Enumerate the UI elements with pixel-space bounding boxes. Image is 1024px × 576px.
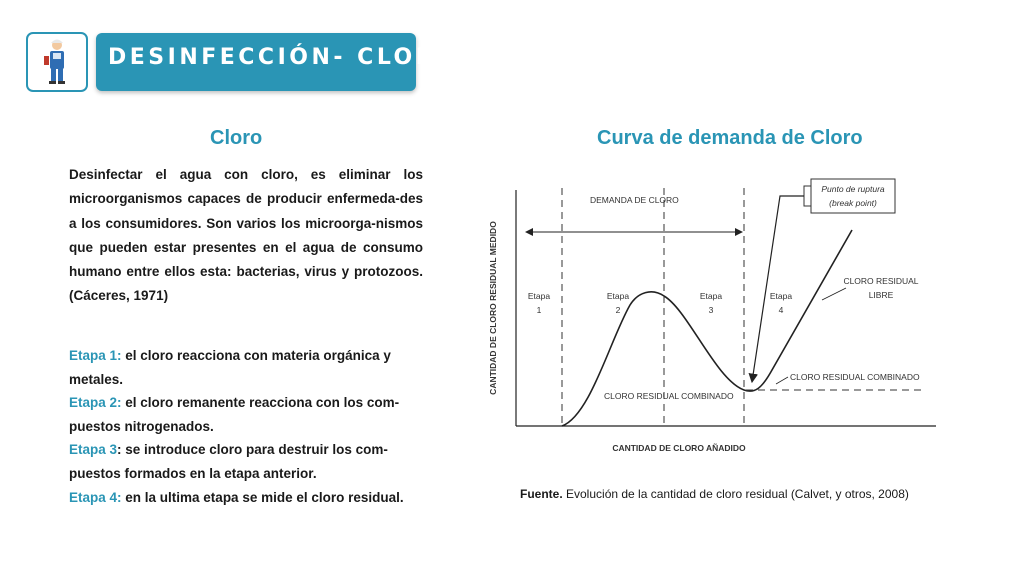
page-title: DESINFECCIÓN- CLORO bbox=[108, 45, 459, 70]
y-axis-label: CANTIDAD DE CLORO RESIDUAL MEDIDO bbox=[488, 221, 498, 395]
demand-label: DEMANDA DE CLORO bbox=[590, 195, 679, 205]
right-heading: Curva de demanda de Cloro bbox=[597, 127, 863, 149]
combined-residual-label-right: CLORO RESIDUAL COMBINADO bbox=[790, 372, 920, 382]
stage-item-2 bbox=[69, 391, 429, 438]
source-text: Evolución de la cantidad de cloro residual (Calvet, y otros, 2008) bbox=[562, 487, 909, 501]
breakpoint-arrow bbox=[752, 196, 804, 382]
title-bar bbox=[96, 33, 459, 91]
free-residual-label: CLORO RESIDUAL LIBRE bbox=[843, 276, 919, 300]
stage-label: Etapa 4: bbox=[69, 490, 122, 505]
stage-item-3 bbox=[69, 438, 429, 485]
stage-label: Etapa 3 bbox=[69, 442, 118, 457]
stage-4-label: Etapa 4 bbox=[769, 291, 793, 315]
stage-text: en la ultima etapa se mide el cloro residual. bbox=[121, 490, 404, 505]
stage-3-label: Etapa 3 bbox=[699, 291, 723, 315]
x-axis-label: CANTIDAD DE CLORO AÑADIDO bbox=[612, 443, 746, 453]
stage-label: Etapa 2: bbox=[69, 395, 122, 410]
stage-item-4 bbox=[69, 486, 429, 510]
stage-2-label: Etapa 2 bbox=[606, 291, 630, 315]
combined-residual-pointer bbox=[776, 377, 788, 384]
stage-text: el cloro remanente reacciona con los com-puestos nitrogenados. bbox=[69, 395, 400, 434]
breakpoint-box-tab bbox=[804, 186, 811, 206]
logo-box bbox=[26, 32, 88, 92]
free-residual-pointer bbox=[822, 288, 846, 300]
source-bold: Fuente. bbox=[520, 487, 563, 501]
left-heading: Cloro bbox=[210, 127, 263, 149]
chlorine-demand-diagram bbox=[480, 170, 950, 470]
stage-item-1 bbox=[69, 344, 429, 391]
intro-paragraph: Desinfectar el agua con cloro, es eliminar los microorganismos capaces de producir enfermeda-des a los consumidores. Son varios los microorga-nismos que pueden estar presentes en el agua de consumo humano entre ellos esta: bacterias, virus y protozoos. (Cáceres, 1971) bbox=[69, 167, 423, 304]
source-caption bbox=[520, 487, 909, 501]
stage-1-label: Etapa 1 bbox=[527, 291, 551, 315]
stage-text: el cloro reacciona con materia orgánica y metales. bbox=[69, 348, 391, 387]
stage-label: Etapa 1: bbox=[69, 348, 122, 363]
worker-icon bbox=[28, 34, 86, 90]
breakpoint-label-2: (break point) bbox=[829, 198, 877, 208]
combined-residual-label-left: CLORO RESIDUAL COMBINADO bbox=[604, 391, 734, 401]
stage-text: : se introduce cloro para destruir los com-puestos formados en la etapa anterior. bbox=[69, 442, 388, 481]
breakpoint-label-1: Punto de ruptura bbox=[821, 184, 885, 194]
